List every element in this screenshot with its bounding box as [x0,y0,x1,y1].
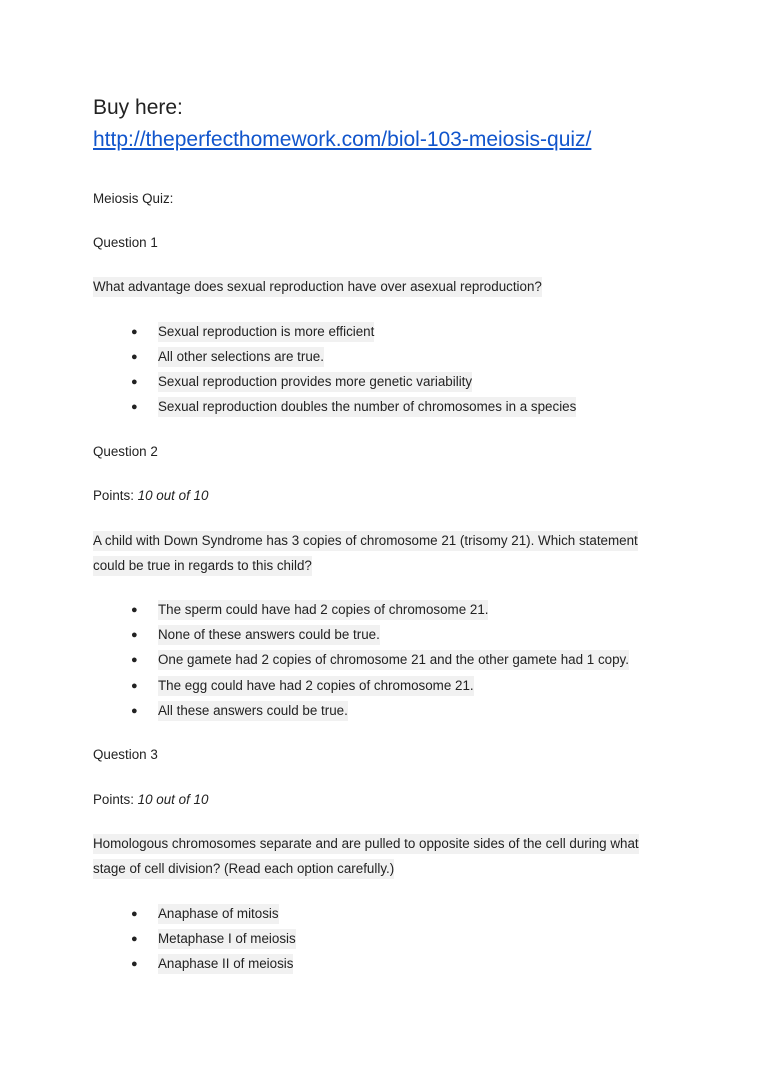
bullet-icon: ● [131,908,138,920]
bullet-icon: ● [131,351,138,363]
question-3-text-line1: Homologous chromosomes separate and are pulled to opposite sides of the cell during what [93,834,639,854]
question-1-option: Sexual reproduction provides more genetic variability [158,372,472,392]
question-1-option: Sexual reproduction is more efficient [158,322,374,342]
question-1-option: Sexual reproduction doubles the number of chromosomes in a species [158,397,576,417]
bullet-icon: ● [131,705,138,717]
question-3-label: Question 3 [93,747,158,762]
buy-here-heading: Buy here: [93,96,183,119]
bullet-icon: ● [131,326,138,338]
question-2-label: Question 2 [93,444,158,459]
bullet-icon: ● [131,376,138,388]
bullet-icon: ● [131,629,138,641]
product-link[interactable]: http://theperfecthomework.com/biol-103-meiosis-quiz/ [93,128,592,151]
question-3-option: Anaphase of mitosis [158,904,279,924]
question-2-text-line1: A child with Down Syndrome has 3 copies of chromosome 21 (trisomy 21). Which statement [93,531,638,551]
question-2-text-line2: could be true in regards to this child? [93,556,312,576]
question-1-label: Question 1 [93,235,158,250]
question-2-option: The sperm could have had 2 copies of chromosome 21. [158,600,488,620]
bullet-icon: ● [131,958,138,970]
question-3-option: Metaphase I of meiosis [158,929,296,949]
question-2-points [93,486,208,506]
bullet-icon: ● [131,933,138,945]
points-label: Points: [93,792,134,807]
question-1-option: All other selections are true. [158,347,324,367]
question-2-option: One gamete had 2 copies of chromosome 21 and the other gamete had 1 copy. [158,650,629,670]
bullet-icon: ● [131,654,138,666]
question-3-option: Anaphase II of meiosis [158,954,293,974]
bullet-icon: ● [131,401,138,413]
bullet-icon: ● [131,604,138,616]
question-3-text-line2: stage of cell division? (Read each option carefully.) [93,859,394,879]
question-3-points [93,790,208,810]
points-value: 10 out of 10 [137,792,209,807]
points-label: Points: [93,488,134,503]
points-value: 10 out of 10 [137,488,209,503]
question-2-option: All these answers could be true. [158,701,348,721]
quiz-title: Meiosis Quiz: [93,191,174,206]
bullet-icon: ● [131,680,138,692]
question-2-option: The egg could have had 2 copies of chromosome 21. [158,676,474,696]
question-1-text: What advantage does sexual reproduction have over asexual reproduction? [93,277,542,297]
question-2-option: None of these answers could be true. [158,625,380,645]
